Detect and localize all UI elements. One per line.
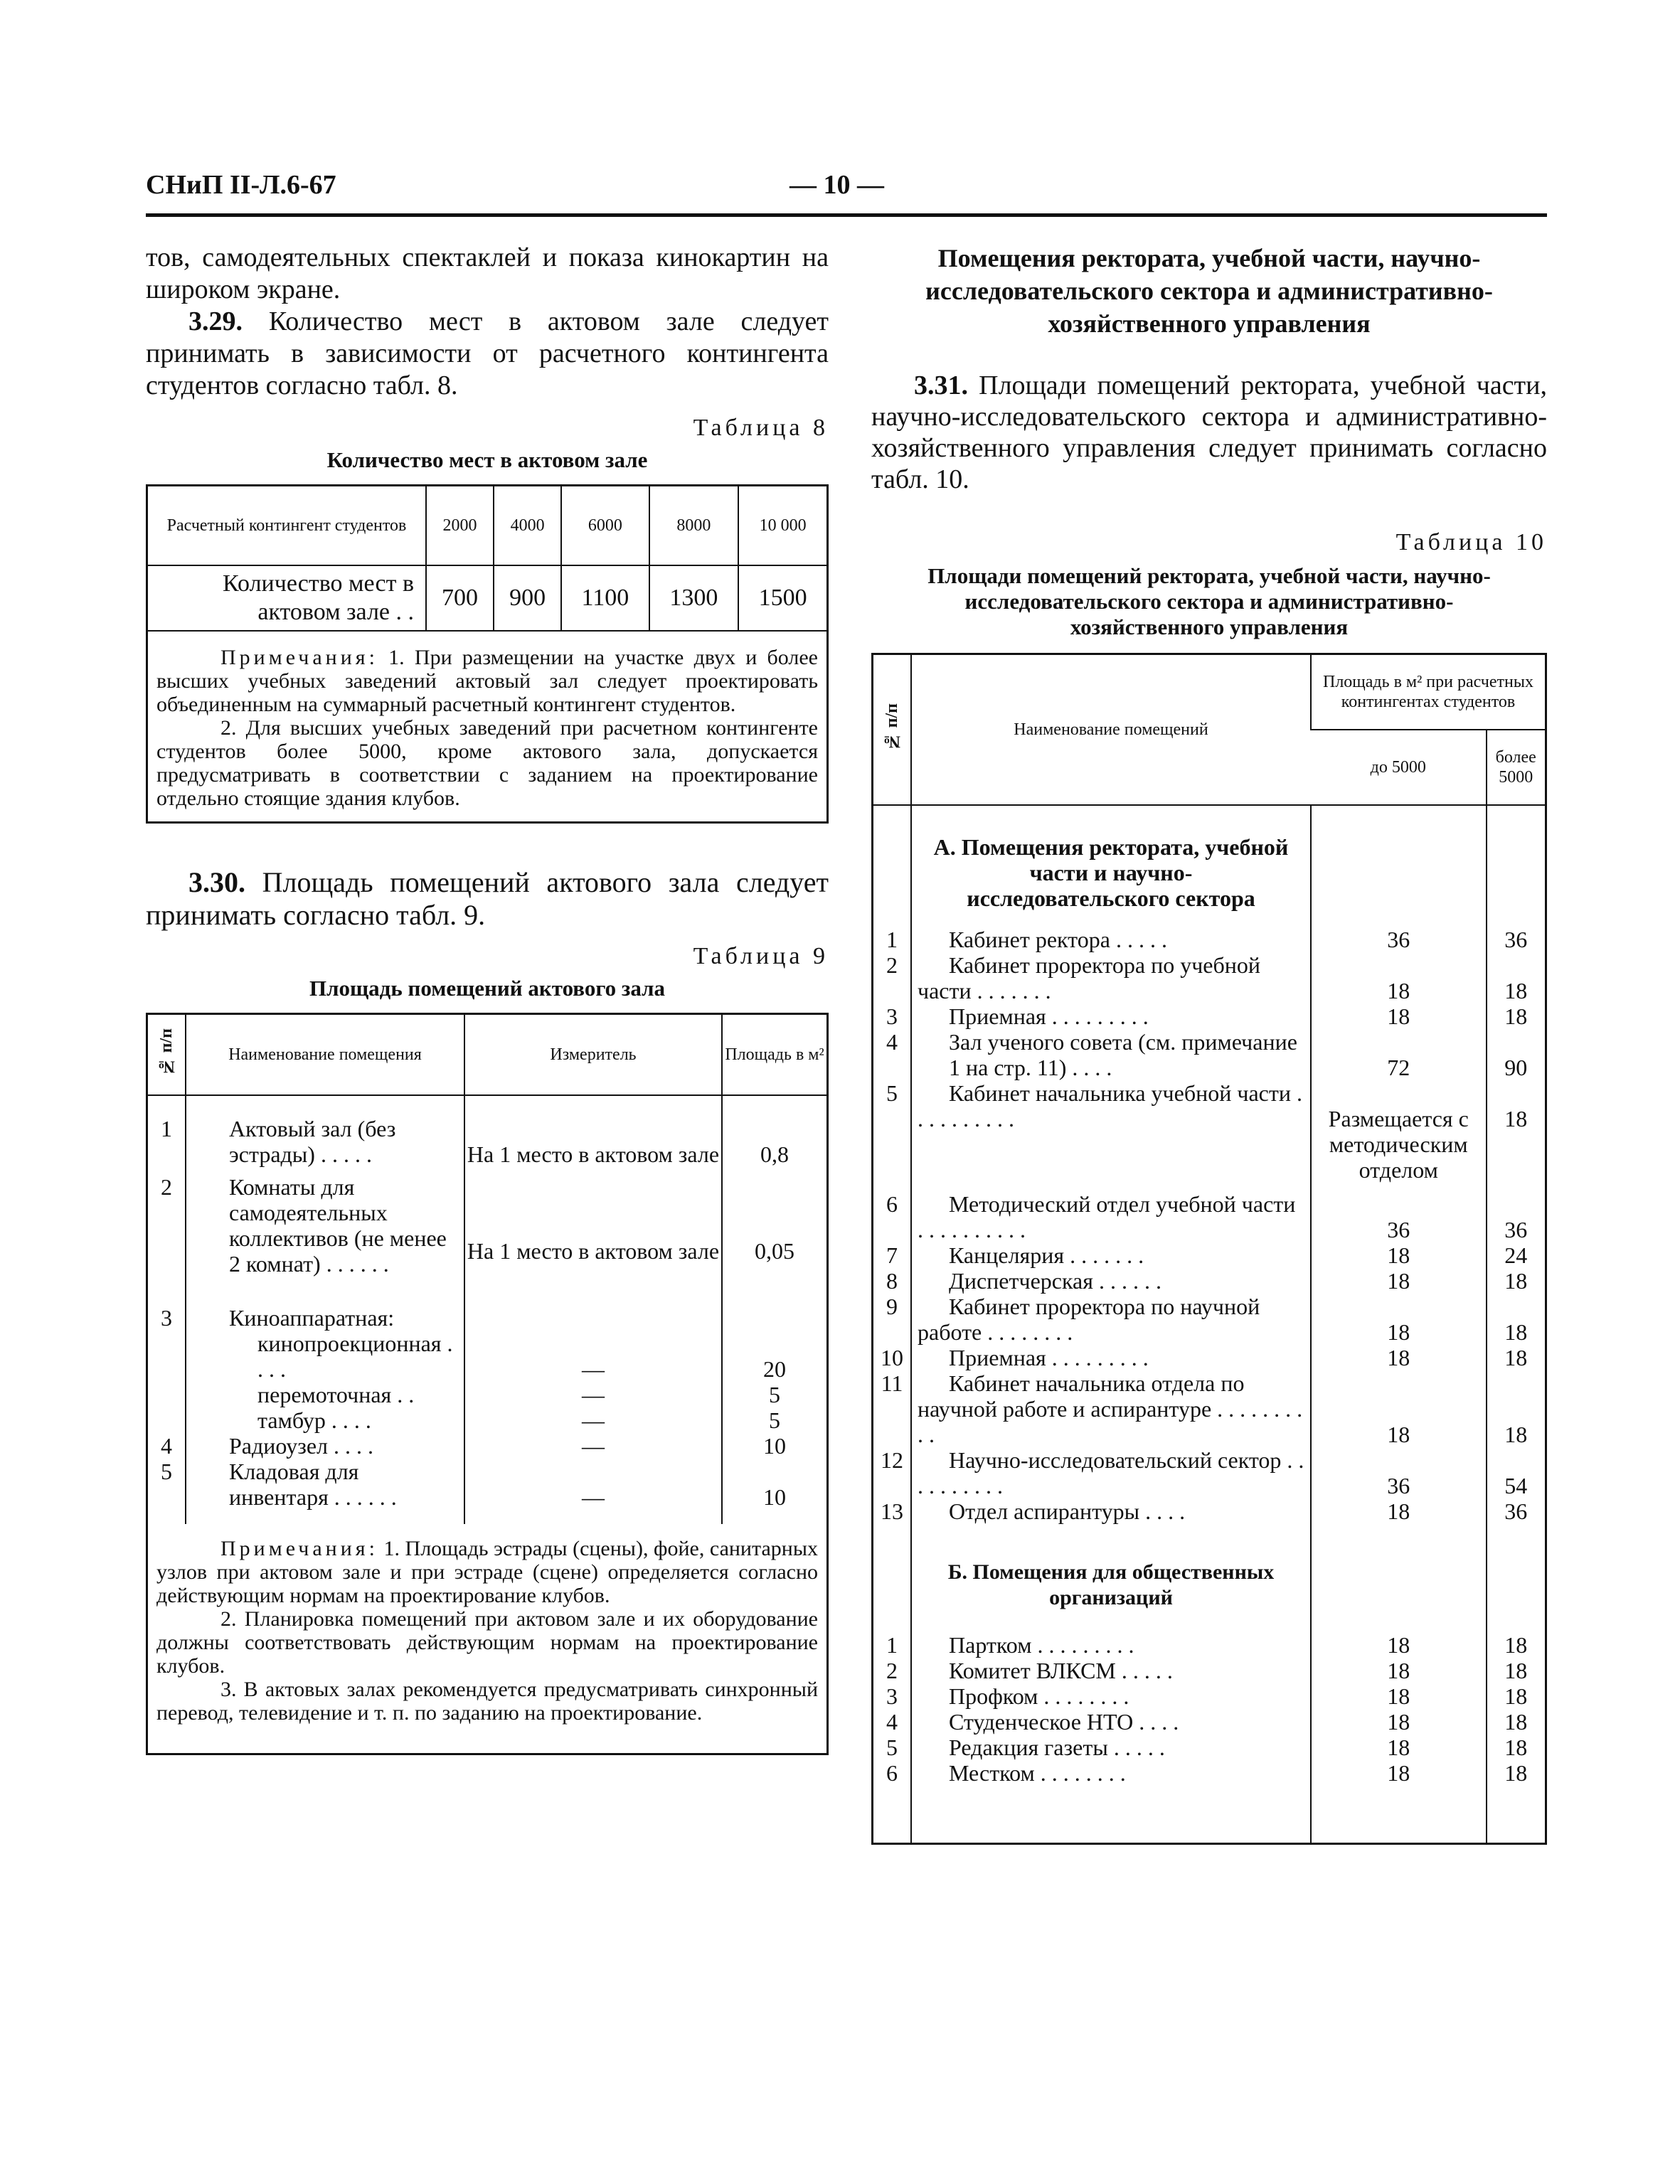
paragraph-3-29 [146, 306, 829, 402]
row-num: 5 [161, 1459, 172, 1484]
table-row [873, 1498, 1545, 1524]
row-area: 10 [722, 1459, 826, 1524]
table8-cell: 1100 [561, 565, 649, 631]
row-v1: 36 [1311, 1447, 1487, 1498]
table-row [873, 1735, 1545, 1760]
table10-header-row [873, 654, 1545, 730]
row-area: 0,8 [722, 1095, 826, 1167]
table10-head-num: № п/п [873, 654, 911, 806]
row-v1 [1311, 805, 1487, 927]
row-num: 2 [161, 1174, 172, 1200]
row-unit: — [464, 1459, 722, 1524]
row-unit: — [464, 1382, 722, 1407]
table-row [873, 1658, 1545, 1683]
note-text: 1. При размещении на участке двух и более высших учебных заведений актовый зал следует проектировать объединенным на суммарный расчетный контингент студентов. [156, 646, 818, 716]
table-row [148, 1382, 826, 1407]
table-row [873, 1447, 1545, 1498]
row-num: 4 [886, 1029, 898, 1055]
row-name: Кладовая для инвентаря . . . . . . [186, 1459, 464, 1524]
table10-head-col2: более 5000 [1487, 730, 1545, 805]
row-unit: На 1 место в актовом зале [464, 1167, 722, 1277]
paragraph-text: Площади помещений ректората, учебной части, научно-исследовательского сектора и административно-хозяйственного управления следует принимать согласно табл. 10. [871, 371, 1547, 494]
table8-row-label: Расчетный контингент студентов [148, 486, 426, 566]
table8-caption: Таблица 8 [693, 415, 829, 441]
table-row [873, 1080, 1545, 1183]
row-v2 [1487, 1524, 1545, 1632]
section-row [873, 1524, 1545, 1632]
section-row [873, 805, 1545, 927]
table10-caption: Таблица 10 [1395, 529, 1547, 555]
row-v2: 18 [1487, 1735, 1545, 1760]
intro-paragraph: тов, самодеятельных спектаклей и показа кинокартин на широком экране. [146, 243, 829, 304]
table-row [148, 1167, 826, 1277]
table9-note3: 3. В актовых залах рекомендуется предусматривать синхронный перевод, телевидение и т. п. по заданию на проектирование. [156, 1678, 818, 1725]
paragraph-text: Площадь помещений актового зала следует принимать согласно табл. 9. [146, 866, 829, 931]
row-v2: 18 [1487, 1268, 1545, 1294]
row-v1: 36 [1311, 1183, 1487, 1242]
row-num: 12 [881, 1447, 903, 1473]
row-v1: 18 [1311, 1498, 1487, 1524]
section-a-title: А. Помещения ректората, учебной части и научно-исследовательского сектора [911, 805, 1311, 927]
row-name: Приемная . . . . . . . . . [911, 1345, 1311, 1370]
row-v2: 36 [1487, 1498, 1545, 1524]
row-v1: 18 [1311, 1709, 1487, 1735]
row-name: Отдел аспирантуры . . . . [911, 1498, 1311, 1524]
notes-prefix: Примечания: [220, 646, 378, 669]
table9 [148, 1013, 826, 1524]
row-v2: 36 [1487, 927, 1545, 952]
table-row [873, 1242, 1545, 1268]
row-num: 4 [886, 1709, 898, 1735]
row-num: 1 [161, 1116, 172, 1141]
table8-notes [148, 632, 826, 821]
row-name: Киноаппаратная: [186, 1277, 464, 1331]
row-area: 5 [722, 1407, 826, 1433]
row-v2: 18 [1487, 1632, 1545, 1658]
row-area: 10 [722, 1433, 826, 1459]
row-v2: 18 [1487, 1760, 1545, 1844]
row-area: 20 [722, 1331, 826, 1382]
row-v2: 18 [1487, 1370, 1545, 1447]
row-name: Кабинет проректора по научной работе . . . . . . . . [911, 1294, 1311, 1345]
table10-head-col1: до 5000 [1311, 730, 1487, 805]
table-row [873, 1294, 1545, 1345]
table8-title: Количество мест в актовом зале [326, 447, 648, 472]
right-column [871, 242, 1547, 1845]
row-name: Местком . . . . . . . . [911, 1760, 1311, 1844]
row-unit: — [464, 1331, 722, 1382]
row-unit [464, 1277, 722, 1331]
table-row [873, 1183, 1545, 1242]
table-row [873, 1632, 1545, 1658]
paragraph-number: 3.29. [188, 307, 243, 336]
row-v1: 18 [1311, 1268, 1487, 1294]
row-v1: 18 [1311, 1242, 1487, 1268]
table9-title: Площадь помещений актового зала [309, 976, 666, 1001]
row-v1 [1311, 1524, 1487, 1632]
row-num: 1 [886, 927, 898, 952]
table10-title: Площади помещений ректората, учебной части, научно-исследовательского сектора и административно-хозяйственного управления [927, 563, 1491, 639]
row-num: 8 [886, 1268, 898, 1294]
table8-col: 10 000 [738, 486, 826, 566]
row-v2: 18 [1487, 1345, 1545, 1370]
row-v2: 90 [1487, 1029, 1545, 1080]
table8-row-label: Количество мест в актовом зале . . [223, 570, 414, 625]
row-num [148, 1331, 186, 1382]
table9-note2: 2. Планировка помещений при актовом зале и их оборудование должны соответствовать действующим нормам на проектирование клубов. [156, 1607, 818, 1678]
table8-col: 8000 [649, 486, 739, 566]
row-num [873, 1524, 911, 1632]
section-b-title: Б. Помещения для общественных организаций [911, 1524, 1311, 1632]
row-v1: 18 [1311, 1003, 1487, 1029]
table-row [148, 1459, 826, 1524]
table-row [873, 1709, 1545, 1735]
row-num: 6 [886, 1191, 898, 1217]
row-area: 5 [722, 1382, 826, 1407]
row-name: тамбур . . . . [186, 1407, 464, 1433]
table-row [873, 1683, 1545, 1709]
row-num: 10 [881, 1345, 903, 1370]
table8-col: 2000 [426, 486, 494, 566]
row-v1: 18 [1311, 1632, 1487, 1658]
row-name: Актовый зал (без эстрады) . . . . . [186, 1095, 464, 1167]
table10-frame [871, 653, 1547, 1845]
row-v1: 18 [1311, 1735, 1487, 1760]
table8-values-row [148, 565, 826, 631]
row-name: Канцелярия . . . . . . . [911, 1242, 1311, 1268]
row-name: Кабинет начальника отдела по научной работе и аспирантуре . . . . . . . . . . [911, 1370, 1311, 1447]
row-v1: 18 [1311, 1370, 1487, 1447]
table9-head-unit: Измеритель [464, 1014, 722, 1096]
row-num: 4 [161, 1433, 172, 1459]
table8 [148, 484, 826, 632]
row-name: кинопроекционная . . . . [186, 1331, 464, 1382]
row-num: 3 [161, 1305, 172, 1331]
note-text: 1. Площадь эстрады (сцены), фойе, санитарных узлов при актовом зале и при эстраде (сцене) определяется согласно действующим нормам на проектирование клубов. [156, 1537, 818, 1607]
row-v1: 18 [1311, 952, 1487, 1003]
table10-head-area: Площадь в м² при расчетных контингентах студентов [1311, 654, 1545, 730]
row-v2: 18 [1487, 1294, 1545, 1345]
row-num: 3 [886, 1683, 898, 1709]
row-name: Методический отдел учебной части . . . . . . . . . . [911, 1183, 1311, 1242]
row-area [722, 1277, 826, 1331]
table-row [148, 1407, 826, 1433]
table8-frame [146, 484, 829, 824]
table-row [148, 1331, 826, 1382]
table-row [873, 952, 1545, 1003]
row-v1: 18 [1311, 1658, 1487, 1683]
row-num: 2 [886, 952, 898, 978]
row-name: Радиоузел . . . . [186, 1433, 464, 1459]
row-name: Научно-исследовательский сектор . . . . . . . . . . [911, 1447, 1311, 1498]
document-code: СНиП II-Л.6-67 [146, 170, 336, 200]
row-num [148, 1407, 186, 1433]
table10-body [873, 805, 1545, 1844]
table10-head-name: Наименование помещений [911, 654, 1311, 806]
table9-head-area: Площадь в м² [722, 1014, 826, 1096]
row-name: Студенческое НТО . . . . [911, 1709, 1311, 1735]
table-row [148, 1277, 826, 1331]
table8-cell: 700 [426, 565, 494, 631]
row-v2: 54 [1487, 1447, 1545, 1498]
table9-head-num: № п/п [148, 1014, 186, 1096]
row-v2: 18 [1487, 1683, 1545, 1709]
row-v1: 18 [1311, 1760, 1487, 1844]
row-name: Приемная . . . . . . . . . [911, 1003, 1311, 1029]
row-num: 7 [886, 1242, 898, 1268]
row-name: Кабинет ректора . . . . . [911, 927, 1311, 952]
row-v2: 36 [1487, 1183, 1545, 1242]
table8-cell: 900 [494, 565, 561, 631]
row-unit: — [464, 1407, 722, 1433]
header-rule [146, 213, 1547, 217]
table8-col: 4000 [494, 486, 561, 566]
row-num: 3 [886, 1003, 898, 1029]
paragraph-3-31 [871, 370, 1547, 495]
row-v1: 36 [1311, 927, 1487, 952]
row-name: Профком . . . . . . . . [911, 1683, 1311, 1709]
table-row [873, 1370, 1545, 1447]
table-row [148, 1433, 826, 1459]
row-v2: 24 [1487, 1242, 1545, 1268]
table8-cell: 1500 [738, 565, 826, 631]
row-v1: 18 [1311, 1683, 1487, 1709]
row-v2: 18 [1487, 1709, 1545, 1735]
table-row [873, 927, 1545, 952]
row-v1: 72 [1311, 1029, 1487, 1080]
row-name: Редакция газеты . . . . . [911, 1735, 1311, 1760]
table9-header-row [148, 1014, 826, 1096]
row-num: 2 [886, 1658, 898, 1683]
row-num: 5 [886, 1080, 898, 1106]
table8-col: 6000 [561, 486, 649, 566]
row-name: Зал ученого совета (см. примечание 1 на стр. 11) . . . . [911, 1029, 1311, 1080]
row-unit: На 1 место в актовом зале [464, 1095, 722, 1167]
table10 [873, 653, 1545, 1845]
table9-head-name: Наименование помещения [186, 1014, 464, 1096]
table-row [873, 1268, 1545, 1294]
row-name: Кабинет проректора по учебной части . . . . . . . [911, 952, 1311, 1003]
row-num: 6 [886, 1760, 898, 1786]
row-num: 5 [886, 1735, 898, 1760]
table9-caption: Таблица 9 [693, 943, 829, 969]
table8-cell: 1300 [649, 565, 739, 631]
row-v2: 18 [1487, 1003, 1545, 1029]
paragraph-text: Количество мест в актовом зале следует принимать в зависимости от расчетного контингента студентов согласно табл. 8. [146, 307, 829, 400]
table9-notes [148, 1524, 826, 1753]
table8-header-row [148, 486, 826, 566]
row-name: Комнаты для самодеятельных коллективов (не менее 2 комнат) . . . . . . [186, 1167, 464, 1277]
paragraph-3-30 [146, 866, 829, 932]
row-v2: 18 [1487, 1080, 1545, 1183]
row-v1: 18 [1311, 1294, 1487, 1345]
table-row [873, 1760, 1545, 1844]
notes-prefix: Примечания: [220, 1537, 378, 1560]
row-num: 11 [881, 1370, 903, 1396]
row-v2: 18 [1487, 1658, 1545, 1683]
row-num: 13 [881, 1498, 903, 1524]
left-column [146, 242, 829, 1755]
row-name: Комитет ВЛКСМ . . . . . [911, 1658, 1311, 1683]
row-name: Диспетчерская . . . . . . [911, 1268, 1311, 1294]
table8-note2: 2. Для высших учебных заведений при расчетном контингенте студентов более 5000, кроме актового зала, допускается предусматривать в соответствии с заданием на проектирование отдельно стоящие здания клубов. [156, 716, 818, 810]
table8-note1 [156, 646, 818, 716]
table9-frame [146, 1013, 829, 1755]
row-num: 9 [886, 1294, 898, 1319]
table-row [148, 1095, 826, 1167]
table9-note1 [156, 1537, 818, 1607]
table-row [873, 1003, 1545, 1029]
row-name: Кабинет начальника учебной части . . . . . . . . . . [911, 1080, 1311, 1183]
paragraph-number: 3.31. [914, 371, 968, 400]
paragraph-number: 3.30. [188, 866, 245, 898]
row-name: Партком . . . . . . . . . [911, 1632, 1311, 1658]
row-num [148, 1382, 186, 1407]
row-v1: 18 [1311, 1345, 1487, 1370]
row-num [873, 805, 911, 927]
row-unit: — [464, 1433, 722, 1459]
section-heading: Помещения ректората, учебной части, научно-исследовательского сектора и административно-хозяйственного управления [925, 244, 1493, 338]
row-num: 1 [886, 1632, 898, 1658]
row-area: 0,05 [722, 1167, 826, 1277]
table-row [873, 1345, 1545, 1370]
row-v2 [1487, 805, 1545, 927]
row-v1: Размещается с методическим отделом [1311, 1080, 1487, 1183]
page-number: — 10 — [790, 170, 884, 200]
row-v2: 18 [1487, 952, 1545, 1003]
table-row [873, 1029, 1545, 1080]
row-name: перемоточная . . [186, 1382, 464, 1407]
